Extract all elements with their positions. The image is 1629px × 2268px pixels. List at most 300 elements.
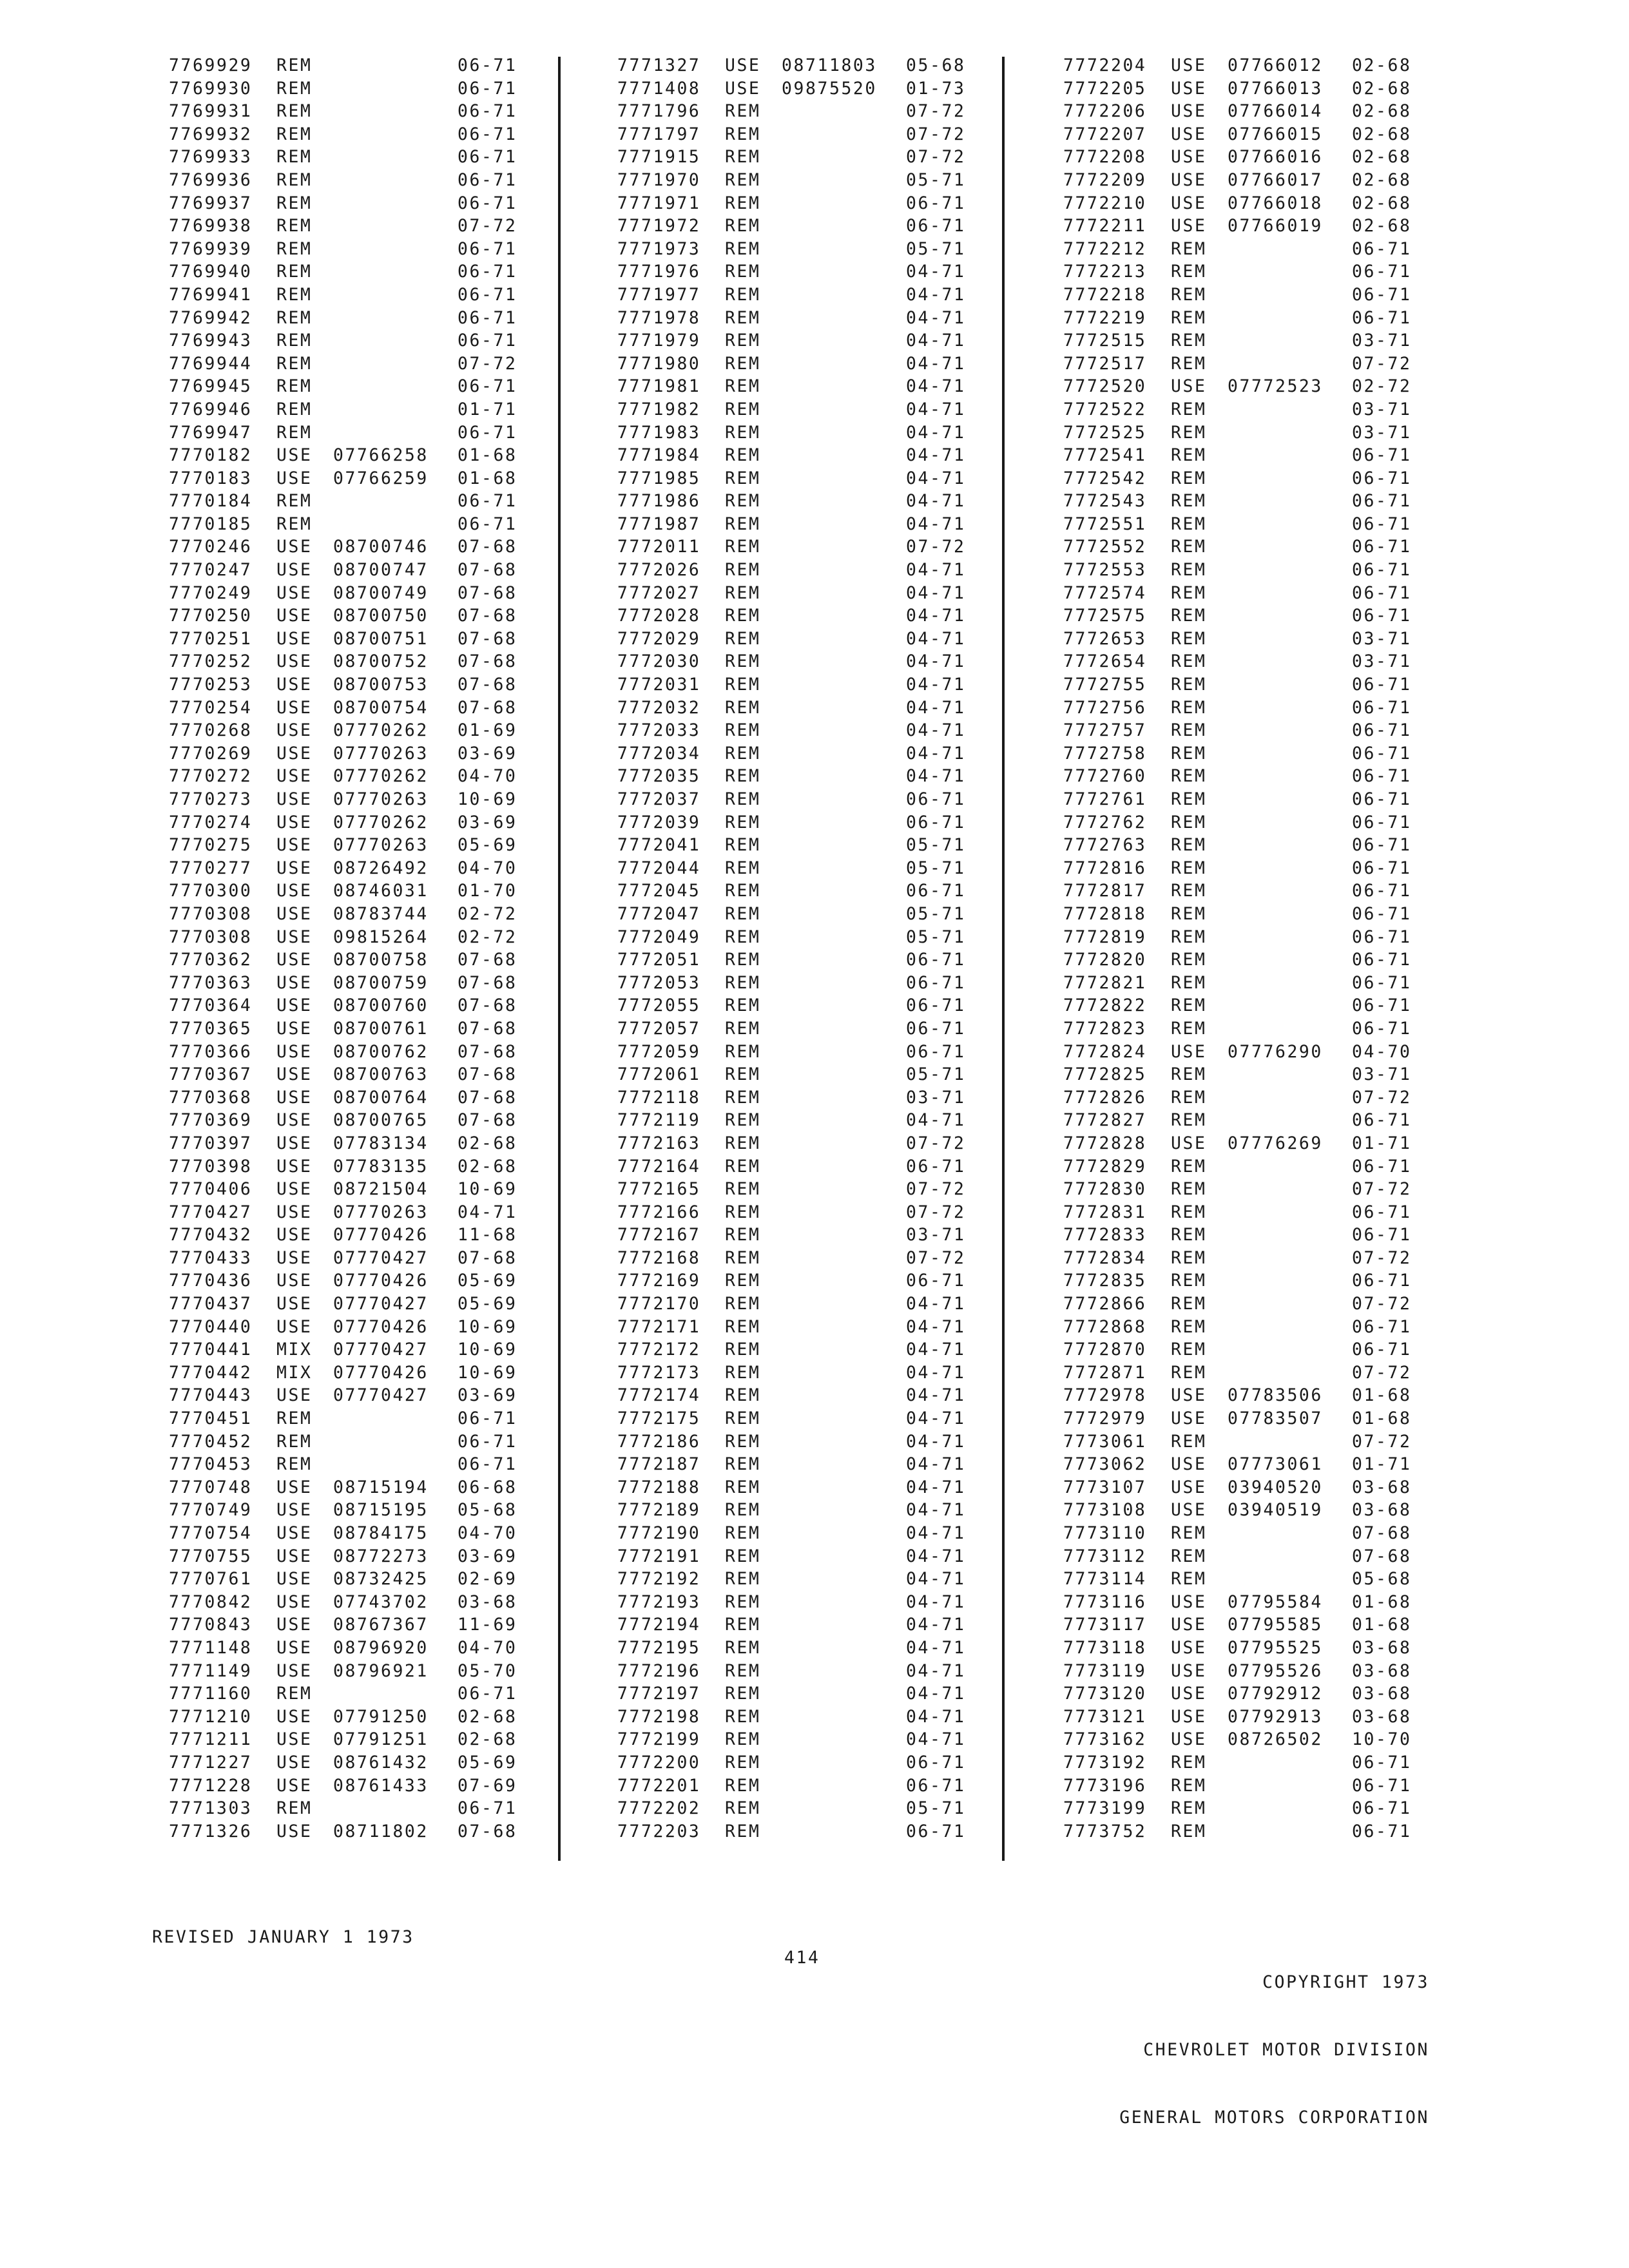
status-code: USE	[1171, 193, 1207, 213]
replacement-part-number	[1228, 352, 1352, 376]
replacement-part-number: 07795584	[1228, 1591, 1323, 1612]
replacement-part-number	[1228, 1293, 1352, 1316]
date-code: 01-68	[458, 468, 517, 488]
status-code: USE	[276, 1018, 313, 1039]
part-row	[617, 352, 978, 376]
status-code: REM	[725, 101, 761, 122]
part-number: 7770182	[169, 445, 253, 466]
part-number: 7769943	[169, 331, 253, 351]
replacement-part-number: 07770427	[333, 1247, 429, 1268]
status-code: REM	[725, 1454, 761, 1475]
status-code: REM	[725, 307, 761, 328]
part-number: 7772195	[617, 1637, 701, 1658]
date-code: 07-68	[458, 675, 517, 695]
part-row	[169, 1086, 530, 1110]
part-row	[617, 1682, 978, 1706]
date-code: 06-71	[458, 55, 517, 75]
date-code: 07-72	[1352, 1431, 1412, 1452]
date-code: 04-71	[906, 1110, 966, 1131]
date-code: 05-71	[906, 835, 966, 856]
part-number: 7772213	[1063, 262, 1147, 282]
date-code: 06-71	[1352, 307, 1412, 328]
part-row	[1063, 972, 1424, 995]
part-row	[1063, 788, 1424, 811]
date-code: 04-71	[906, 353, 966, 374]
date-code: 04-71	[906, 1546, 966, 1566]
status-code: USE	[1171, 1637, 1207, 1658]
date-code: 01-68	[1352, 1408, 1412, 1429]
replacement-part-number	[1228, 650, 1352, 673]
part-row	[169, 1017, 530, 1041]
replacement-part-number: 07770427	[333, 1294, 429, 1314]
date-code: 02-68	[458, 1706, 517, 1727]
replacement-part-number	[333, 1430, 458, 1454]
date-code: 06-71	[1352, 995, 1412, 1016]
part-row	[617, 903, 978, 926]
part-number: 7772574	[1063, 582, 1147, 603]
date-code: 01-68	[1352, 1615, 1412, 1635]
part-row	[1063, 1499, 1424, 1522]
part-number: 7771971	[617, 193, 701, 213]
replacement-part-number	[1228, 1751, 1352, 1774]
replacement-part-number	[782, 421, 906, 445]
part-row	[169, 765, 530, 788]
replacement-part-number: 08700751	[333, 628, 429, 649]
replacement-part-number	[782, 1201, 906, 1224]
status-code: REM	[725, 147, 761, 168]
part-row	[617, 1155, 978, 1178]
part-row	[617, 169, 978, 192]
status-code: REM	[725, 812, 761, 832]
status-code: REM	[725, 1340, 761, 1360]
parts-column-1	[169, 54, 530, 1843]
status-code: REM	[276, 1454, 313, 1475]
part-row	[1063, 54, 1424, 77]
replacement-part-number: 07776269	[1228, 1133, 1323, 1153]
replacement-part-number	[1228, 1109, 1352, 1132]
date-code: 03-71	[906, 1225, 966, 1245]
part-row	[169, 1407, 530, 1430]
status-code: REM	[725, 514, 761, 534]
copyright-block	[1119, 1926, 1429, 2151]
status-code: REM	[725, 1316, 761, 1337]
replacement-part-number: 07766259	[333, 468, 429, 488]
date-code: 05-68	[1352, 1569, 1412, 1590]
status-code: REM	[1171, 1271, 1207, 1291]
status-code: USE	[276, 1591, 313, 1612]
replacement-part-number	[782, 1637, 906, 1660]
part-row	[1063, 1751, 1424, 1774]
date-code: 01-71	[1352, 1454, 1412, 1475]
replacement-part-number	[782, 1682, 906, 1706]
date-code: 06-71	[458, 169, 517, 190]
date-code: 05-71	[906, 1798, 966, 1819]
part-row	[617, 834, 978, 857]
status-code: REM	[1171, 1156, 1207, 1177]
part-number: 7771982	[617, 399, 701, 419]
replacement-part-number: 07770426	[333, 1225, 429, 1245]
part-number: 7772833	[1063, 1225, 1147, 1245]
part-number: 7772209	[1063, 169, 1147, 190]
replacement-part-number	[782, 719, 906, 742]
date-code: 05-69	[458, 1271, 517, 1291]
status-code: REM	[725, 651, 761, 672]
status-code: REM	[1171, 720, 1207, 741]
date-code: 07-72	[906, 1179, 966, 1200]
status-code: REM	[725, 124, 761, 144]
date-code: 06-71	[906, 1271, 966, 1291]
date-code: 06-71	[458, 1798, 517, 1819]
date-code: 07-68	[458, 950, 517, 970]
status-code: USE	[276, 1821, 313, 1841]
date-code: 06-71	[1352, 812, 1412, 832]
date-code: 06-71	[458, 238, 517, 259]
part-number: 7770300	[169, 881, 253, 901]
part-number: 7772575	[1063, 606, 1147, 626]
part-number: 7772551	[1063, 514, 1147, 534]
replacement-part-number	[1228, 490, 1352, 513]
replacement-part-number: 07770427	[333, 1340, 429, 1360]
part-row	[1063, 742, 1424, 765]
date-code: 04-71	[906, 1591, 966, 1612]
part-number: 7770363	[169, 972, 253, 993]
replacement-part-number	[782, 123, 906, 146]
date-code: 04-71	[906, 491, 966, 512]
part-number: 7772163	[617, 1133, 701, 1153]
status-code: USE	[276, 1064, 313, 1085]
part-number: 7769933	[169, 147, 253, 168]
part-row	[169, 444, 530, 467]
status-code: REM	[1171, 812, 1207, 832]
date-code: 04-71	[906, 1500, 966, 1521]
replacement-part-number	[1228, 742, 1352, 765]
date-code: 06-71	[1352, 675, 1412, 695]
part-number: 7771228	[169, 1775, 253, 1796]
date-code: 01-73	[906, 78, 966, 99]
date-code: 06-71	[458, 331, 517, 351]
part-number: 7772055	[617, 995, 701, 1016]
replacement-part-number: 08700761	[333, 1018, 429, 1039]
replacement-part-number	[782, 697, 906, 720]
part-row	[169, 1224, 530, 1247]
part-row	[169, 1613, 530, 1637]
status-code: USE	[276, 835, 313, 856]
replacement-part-number: 08700759	[333, 972, 429, 993]
part-number: 7770366	[169, 1041, 253, 1062]
date-code: 05-70	[458, 1660, 517, 1681]
status-code: REM	[725, 262, 761, 282]
date-code: 11-69	[458, 1615, 517, 1635]
date-code: 03-68	[1352, 1660, 1412, 1681]
date-code: 06-71	[906, 995, 966, 1016]
part-number: 7772031	[617, 675, 701, 695]
status-code: USE	[725, 55, 761, 75]
date-code: 10-69	[458, 1340, 517, 1360]
replacement-part-number: 07766012	[1228, 55, 1323, 75]
part-number: 7772045	[617, 881, 701, 901]
status-code: USE	[1171, 101, 1207, 122]
part-row	[169, 948, 530, 972]
replacement-part-number	[782, 1086, 906, 1110]
part-number: 7772553	[1063, 560, 1147, 581]
part-row	[617, 811, 978, 834]
replacement-part-number	[333, 146, 458, 169]
status-code: USE	[1171, 1706, 1207, 1727]
part-row	[169, 994, 530, 1017]
part-row	[1063, 260, 1424, 284]
status-code: REM	[725, 1294, 761, 1314]
part-number: 7770185	[169, 514, 253, 534]
status-code: USE	[276, 468, 313, 488]
date-code: 02-68	[1352, 193, 1412, 213]
replacement-part-number: 07783135	[333, 1156, 429, 1177]
replacement-part-number: 07791250	[333, 1706, 429, 1727]
part-number: 7772041	[617, 835, 701, 856]
date-code: 03-71	[906, 1087, 966, 1108]
part-row	[617, 1591, 978, 1614]
part-number: 7772198	[617, 1706, 701, 1727]
status-code: REM	[1171, 1316, 1207, 1337]
status-code: REM	[725, 193, 761, 213]
part-number: 7772219	[1063, 307, 1147, 328]
date-code: 06-71	[1352, 1156, 1412, 1177]
date-code: 02-68	[1352, 78, 1412, 99]
revised-note: REVISED JANUARY 1 1973	[152, 1927, 414, 1947]
part-number: 7773110	[1063, 1523, 1147, 1543]
part-row	[169, 719, 530, 742]
status-code: REM	[725, 1637, 761, 1658]
part-number: 7773107	[1063, 1477, 1147, 1497]
part-row	[1063, 1155, 1424, 1178]
part-number: 7770252	[169, 651, 253, 672]
part-number: 7772167	[617, 1225, 701, 1245]
status-code: REM	[276, 353, 313, 374]
replacement-part-number: 08700753	[333, 675, 429, 695]
part-row	[169, 1293, 530, 1316]
part-row	[617, 192, 978, 215]
page-number: 414	[784, 1948, 820, 1968]
replacement-part-number	[1228, 1568, 1352, 1591]
part-row	[617, 77, 978, 101]
part-number: 7772118	[617, 1087, 701, 1108]
part-row	[1063, 100, 1424, 123]
date-code: 06-71	[1352, 238, 1412, 259]
status-code: REM	[276, 55, 313, 75]
part-number: 7771915	[617, 147, 701, 168]
date-code: 10-69	[458, 1316, 517, 1337]
part-number: 7772218	[1063, 284, 1147, 305]
part-row	[1063, 903, 1424, 926]
date-code: 03-68	[1352, 1500, 1412, 1521]
part-row	[1063, 1660, 1424, 1683]
replacement-part-number	[1228, 1224, 1352, 1247]
replacement-part-number	[782, 146, 906, 169]
replacement-part-number	[782, 467, 906, 490]
status-code: REM	[1171, 1546, 1207, 1566]
replacement-part-number	[782, 926, 906, 949]
part-number: 7773108	[1063, 1500, 1147, 1521]
date-code: 06-71	[1352, 720, 1412, 741]
part-number: 7771986	[617, 491, 701, 512]
replacement-part-number	[1228, 811, 1352, 834]
date-code: 04-71	[458, 1202, 517, 1222]
part-number: 7772760	[1063, 766, 1147, 787]
date-code: 06-71	[1352, 1821, 1412, 1841]
part-number: 7770250	[169, 606, 253, 626]
date-code: 10-70	[1352, 1729, 1412, 1750]
replacement-part-number	[333, 1797, 458, 1820]
part-number: 7769944	[169, 353, 253, 374]
replacement-part-number	[1228, 1361, 1352, 1385]
status-code: USE	[276, 1041, 313, 1062]
part-row	[617, 673, 978, 697]
part-number: 7772027	[617, 582, 701, 603]
part-number: 7772866	[1063, 1294, 1147, 1314]
part-number: 7772208	[1063, 147, 1147, 168]
date-code: 05-71	[906, 858, 966, 878]
date-code: 07-72	[458, 216, 517, 236]
replacement-part-number	[1228, 1774, 1352, 1798]
part-row	[169, 582, 530, 605]
status-code: REM	[725, 950, 761, 970]
replacement-part-number	[782, 352, 906, 376]
replacement-part-number	[1228, 513, 1352, 536]
part-number: 7772834	[1063, 1247, 1147, 1268]
part-row	[169, 559, 530, 582]
status-code: REM	[276, 331, 313, 351]
part-number: 7770437	[169, 1294, 253, 1314]
replacement-part-number	[1228, 1269, 1352, 1293]
replacement-part-number	[1228, 1155, 1352, 1178]
date-code: 06-71	[458, 491, 517, 512]
replacement-part-number: 08721504	[333, 1179, 429, 1200]
part-number: 7770272	[169, 766, 253, 787]
status-code: REM	[1171, 582, 1207, 603]
part-row	[1063, 535, 1424, 559]
date-code: 01-68	[1352, 1591, 1412, 1612]
part-row	[169, 1384, 530, 1407]
replacement-part-number	[782, 948, 906, 972]
status-code: REM	[1171, 743, 1207, 764]
replacement-part-number	[782, 1476, 906, 1499]
part-number: 7770253	[169, 675, 253, 695]
date-code: 03-69	[458, 1546, 517, 1566]
part-row	[1063, 1637, 1424, 1660]
part-row	[169, 535, 530, 559]
replacement-part-number: 07795585	[1228, 1615, 1323, 1635]
part-row	[1063, 673, 1424, 697]
part-number: 7772515	[1063, 331, 1147, 351]
replacement-part-number	[782, 628, 906, 651]
part-row	[617, 1063, 978, 1086]
part-row	[617, 1247, 978, 1270]
status-code: REM	[725, 972, 761, 993]
part-row	[617, 1522, 978, 1545]
part-row	[1063, 444, 1424, 467]
part-row	[617, 146, 978, 169]
status-code: REM	[276, 376, 313, 397]
date-code: 10-69	[458, 1179, 517, 1200]
part-row	[617, 628, 978, 651]
part-number: 7770433	[169, 1247, 253, 1268]
part-row	[169, 1522, 530, 1545]
part-row	[169, 146, 530, 169]
date-code: 03-71	[1352, 422, 1412, 443]
part-number: 7772059	[617, 1041, 701, 1062]
status-code: REM	[725, 1660, 761, 1681]
part-number: 7772057	[617, 1018, 701, 1039]
replacement-part-number: 08700765	[333, 1110, 429, 1131]
status-code: USE	[1171, 78, 1207, 99]
replacement-part-number	[1228, 467, 1352, 490]
status-code: REM	[276, 147, 313, 168]
part-number: 7771976	[617, 262, 701, 282]
replacement-part-number	[782, 1430, 906, 1454]
part-number: 7772761	[1063, 789, 1147, 809]
part-row	[169, 490, 530, 513]
status-code: REM	[1171, 1294, 1207, 1314]
part-number: 7772817	[1063, 881, 1147, 901]
date-code: 02-72	[458, 903, 517, 924]
status-code: USE	[276, 1202, 313, 1222]
date-code: 03-71	[1352, 651, 1412, 672]
part-row	[617, 1751, 978, 1774]
replacement-part-number	[782, 1269, 906, 1293]
replacement-part-number	[333, 238, 458, 261]
part-row	[617, 467, 978, 490]
status-code: USE	[1171, 1615, 1207, 1635]
part-row	[169, 926, 530, 949]
date-code: 07-69	[458, 1775, 517, 1796]
status-code: USE	[276, 995, 313, 1016]
status-code: REM	[725, 1110, 761, 1131]
date-code: 07-68	[1352, 1546, 1412, 1566]
replacement-part-number	[1228, 1430, 1352, 1454]
part-row	[169, 54, 530, 77]
status-code: REM	[1171, 445, 1207, 466]
part-row	[617, 1820, 978, 1843]
part-row	[617, 260, 978, 284]
part-number: 7770442	[169, 1362, 253, 1383]
part-number: 7770398	[169, 1156, 253, 1177]
part-row	[169, 1269, 530, 1293]
replacement-part-number	[333, 284, 458, 307]
date-code: 04-71	[906, 422, 966, 443]
replacement-part-number: 07766015	[1228, 124, 1323, 144]
status-code: USE	[276, 560, 313, 581]
status-code: REM	[1171, 262, 1207, 282]
part-row	[169, 398, 530, 421]
part-row	[1063, 490, 1424, 513]
status-code: REM	[725, 697, 761, 718]
part-row	[1063, 1774, 1424, 1798]
part-row	[169, 1797, 530, 1820]
date-code: 06-71	[1352, 284, 1412, 305]
replacement-part-number: 07792912	[1228, 1684, 1323, 1704]
part-number: 7772173	[617, 1362, 701, 1383]
status-code: REM	[276, 216, 313, 236]
status-code: REM	[725, 284, 761, 305]
part-row	[169, 697, 530, 720]
date-code: 04-71	[906, 514, 966, 534]
replacement-part-number	[782, 1109, 906, 1132]
status-code: REM	[1171, 1569, 1207, 1590]
date-code: 04-71	[906, 606, 966, 626]
date-code: 07-72	[1352, 1247, 1412, 1268]
status-code: USE	[1171, 169, 1207, 190]
replacement-part-number	[782, 1316, 906, 1339]
part-row	[1063, 1041, 1424, 1064]
